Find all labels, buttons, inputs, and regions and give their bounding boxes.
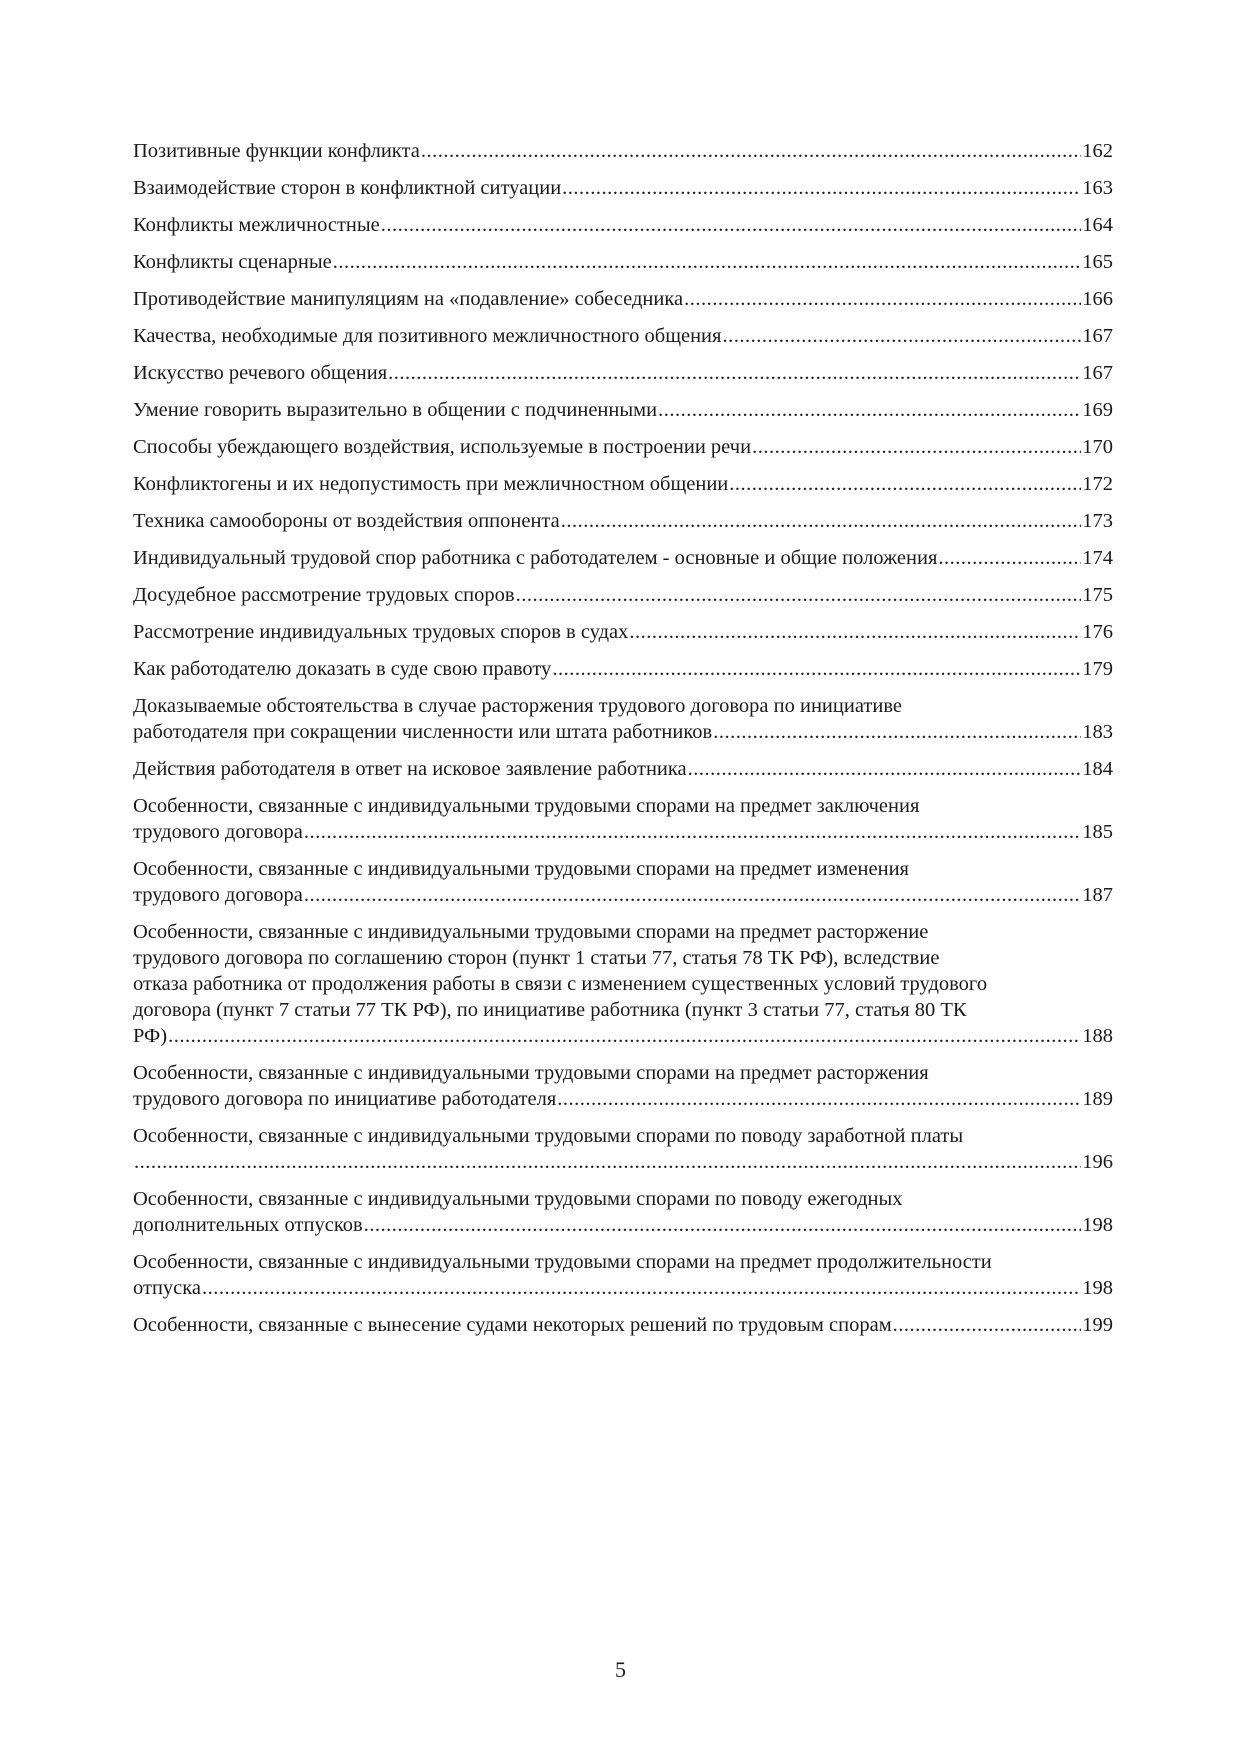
toc-dot-leader [688, 756, 1082, 782]
toc-page-number: 174 [1082, 547, 1113, 569]
toc-entry[interactable] [133, 756, 1113, 782]
toc-entry-last-line [133, 212, 1113, 238]
toc-entry-text-line: Доказываемые обстоятельства в случае расторжения трудового договора по инициативе [133, 695, 902, 717]
toc-entry-text-line: Действия работодателя в ответ на исковое заявление работника [133, 758, 687, 780]
toc-page-number: 198 [1082, 1214, 1113, 1236]
toc-page-number: 184 [1082, 758, 1113, 780]
toc-entry-text-line: Особенности, связанные с вынесение судами некоторых решений по трудовым спорам [133, 1314, 892, 1336]
toc-entry[interactable] [133, 1186, 1113, 1238]
toc-entry-text-line: Особенности, связанные с индивидуальными трудовыми спорами на предмет изменения [133, 858, 909, 880]
toc-entry[interactable] [133, 693, 1113, 745]
toc-page-number: 170 [1082, 436, 1113, 458]
toc-entry[interactable] [133, 856, 1113, 908]
toc-entry[interactable] [133, 1249, 1113, 1301]
toc-page-number: 162 [1082, 140, 1113, 162]
toc-entry-text-line: Конфликты сценарные [133, 251, 332, 273]
toc-dot-leader [134, 1149, 1081, 1175]
toc-entry[interactable] [133, 249, 1113, 275]
toc-page-number: 196 [1082, 1151, 1113, 1173]
toc-entry-text-line: Особенности, связанные с индивидуальными трудовыми спорами на предмет расторжения [133, 1062, 929, 1084]
toc-entry-text-line: Особенности, связанные с индивидуальными трудовыми спорами на предмет продолжительности [133, 1251, 992, 1273]
toc-dot-leader [304, 819, 1081, 845]
toc-entry-last-line [133, 323, 1113, 349]
toc-entry-last-line [133, 1086, 1113, 1112]
toc-entry-text-line: Рассмотрение индивидуальных трудовых споров в судах [133, 621, 629, 643]
toc-entry-text-line: трудового договора по соглашению сторон (пункт 1 статьи 77, статья 78 ТК РФ), вследствие [133, 947, 940, 969]
toc-entry[interactable] [133, 212, 1113, 238]
toc-entry-text-line: Искусство речевого общения [133, 362, 388, 384]
toc-entry[interactable] [133, 360, 1113, 386]
toc-dot-leader [557, 1086, 1081, 1112]
toc-entry-last-line [133, 360, 1113, 386]
toc-entry-last-line [133, 719, 1113, 745]
toc-page-number: 173 [1082, 510, 1113, 532]
toc-page-number: 167 [1082, 325, 1113, 347]
toc-dot-leader [722, 323, 1081, 349]
toc-entry[interactable] [133, 582, 1113, 608]
toc-entry-text-line: Особенности, связанные с индивидуальными трудовыми спорами на предмет заключения [133, 795, 920, 817]
toc-page-number: 175 [1082, 584, 1113, 606]
toc-page-number: 169 [1082, 399, 1113, 421]
toc-page-number: 165 [1082, 251, 1113, 273]
toc-entry-last-line [133, 175, 1113, 201]
toc-entry-text-line: Особенности, связанные с индивидуальными трудовыми спорами на предмет расторжение [133, 921, 929, 943]
toc-entry-last-line [133, 756, 1113, 782]
toc-page-number: 198 [1082, 1277, 1113, 1299]
toc-entry-text-line: Особенности, связанные с индивидуальными трудовыми спорами по поводу ежегодных [133, 1188, 903, 1210]
toc-entry-text-line: Техника самообороны от воздействия оппонента [133, 510, 560, 532]
toc-entry-text-line: отказа работника от продолжения работы в связи с изменением существенных условий трудового [133, 973, 988, 995]
toc-page-number: 189 [1082, 1088, 1113, 1110]
toc-dot-leader [729, 471, 1081, 497]
toc-page-number: 167 [1082, 362, 1113, 384]
toc-page-number: 188 [1082, 1025, 1113, 1047]
toc-entry-text-line: Способы убеждающего воздействия, используемые в построении речи [133, 436, 752, 458]
toc-dot-leader [893, 1312, 1082, 1338]
toc-page-number: 199 [1082, 1314, 1113, 1336]
toc-entry[interactable] [133, 793, 1113, 845]
toc-entry-last-line [133, 286, 1113, 312]
toc-entry-text-line: договора (пункт 7 статьи 77 ТК РФ), по инициативе работника (пункт 3 статьи 77, статья 80 ТК [133, 999, 967, 1021]
toc-entry[interactable] [133, 323, 1113, 349]
toc-entry-last-line [133, 434, 1113, 460]
toc-entry-text-line: РФ) [133, 1025, 168, 1047]
toc-page-number: 183 [1082, 721, 1113, 743]
toc-entry-text-line: работодателя при сокращении численности или штата работников [133, 721, 713, 743]
toc-entry-text-line: отпуска [133, 1277, 202, 1299]
toc-entry-last-line [133, 138, 1113, 164]
toc-dot-leader [333, 249, 1082, 275]
toc-entry-text-line: Противодействие манипуляциям на «подавление» собеседника [133, 288, 684, 310]
toc-entry-last-line [133, 545, 1113, 571]
toc-entry[interactable] [133, 471, 1113, 497]
toc-entry[interactable] [133, 1312, 1113, 1338]
toc-entry-last-line [133, 1023, 1113, 1049]
toc-dot-leader [364, 1212, 1082, 1238]
toc-dot-leader [713, 719, 1081, 745]
toc-entry[interactable] [133, 138, 1113, 164]
toc-entry-last-line [133, 882, 1113, 908]
toc-entry[interactable] [133, 175, 1113, 201]
toc-entry-text-line: дополнительных отпусков [133, 1214, 363, 1236]
toc-entry[interactable] [133, 656, 1113, 682]
toc-dot-leader [388, 360, 1081, 386]
toc-entry[interactable] [133, 619, 1113, 645]
toc-page-number: 176 [1082, 621, 1113, 643]
toc-dot-leader [202, 1275, 1081, 1301]
toc-entry-text-line: Позитивные функции конфликта [133, 140, 420, 162]
toc-page-number: 185 [1082, 821, 1113, 843]
toc-entry-last-line [133, 1312, 1113, 1338]
toc-entry-text-line: Качества, необходимые для позитивного межличностного общения [133, 325, 722, 347]
toc-entry-text-line: Взаимодействие сторон в конфликтной ситуации [133, 177, 562, 199]
toc-dot-leader [516, 582, 1082, 608]
toc-entry-last-line [133, 471, 1113, 497]
toc-entry-last-line [133, 582, 1113, 608]
toc-dot-leader [304, 882, 1081, 908]
toc-entry-text-line: Досудебное рассмотрение трудовых споров [133, 584, 515, 606]
toc-entry-text-line: Индивидуальный трудовой спор работника с работодателем - основные и общие положения [133, 547, 938, 569]
page-number: 5 [615, 1657, 626, 1682]
table-of-contents [133, 138, 1113, 1349]
toc-entry-text-line: трудового договора [133, 821, 303, 843]
toc-dot-leader [752, 434, 1081, 460]
toc-dot-leader [381, 212, 1081, 238]
toc-entry-text-line: Как работодателю доказать в суде свою правоту [133, 658, 552, 680]
toc-entry-text-line: Конфликты межличностные [133, 214, 380, 236]
toc-entry[interactable] [133, 508, 1113, 534]
toc-entry[interactable] [133, 919, 1113, 1049]
toc-dot-leader [561, 508, 1082, 534]
toc-entry[interactable] [133, 1123, 1113, 1175]
toc-page-number: 164 [1082, 214, 1113, 236]
toc-entry-text-line: Конфликтогены и их недопустимость при межличностном общении [133, 473, 729, 495]
toc-entry-last-line [133, 1212, 1113, 1238]
toc-dot-leader [629, 619, 1081, 645]
toc-entry[interactable] [133, 545, 1113, 571]
toc-entry-last-line [133, 397, 1113, 423]
toc-dot-leader [421, 138, 1081, 164]
toc-entry-last-line [133, 619, 1113, 645]
toc-page-number: 166 [1082, 288, 1113, 310]
toc-dot-leader [938, 545, 1081, 571]
toc-entry-last-line [133, 508, 1113, 534]
toc-page-number: 179 [1082, 658, 1113, 680]
toc-dot-leader [562, 175, 1081, 201]
toc-entry-text-line: Умение говорить выразительно в общении с подчиненными [133, 399, 658, 421]
toc-entry-last-line [133, 1149, 1113, 1175]
toc-dot-leader [552, 656, 1081, 682]
toc-entry[interactable] [133, 1060, 1113, 1112]
toc-entry[interactable] [133, 434, 1113, 460]
toc-page-number: 172 [1082, 473, 1113, 495]
toc-entry-last-line [133, 249, 1113, 275]
toc-entry-text-line: Особенности, связанные с индивидуальными трудовыми спорами по поводу заработной платы [133, 1125, 964, 1147]
toc-entry[interactable] [133, 397, 1113, 423]
toc-dot-leader [684, 286, 1081, 312]
toc-entry[interactable] [133, 286, 1113, 312]
toc-entry-last-line [133, 819, 1113, 845]
toc-entry-text-line: трудового договора [133, 884, 303, 906]
toc-entry-last-line [133, 1275, 1113, 1301]
toc-page-number: 187 [1082, 884, 1113, 906]
toc-dot-leader [658, 397, 1081, 423]
toc-entry-last-line [133, 656, 1113, 682]
toc-page-number: 163 [1082, 177, 1113, 199]
toc-dot-leader [168, 1023, 1081, 1049]
toc-entry-text-line: трудового договора по инициативе работодателя [133, 1088, 557, 1110]
